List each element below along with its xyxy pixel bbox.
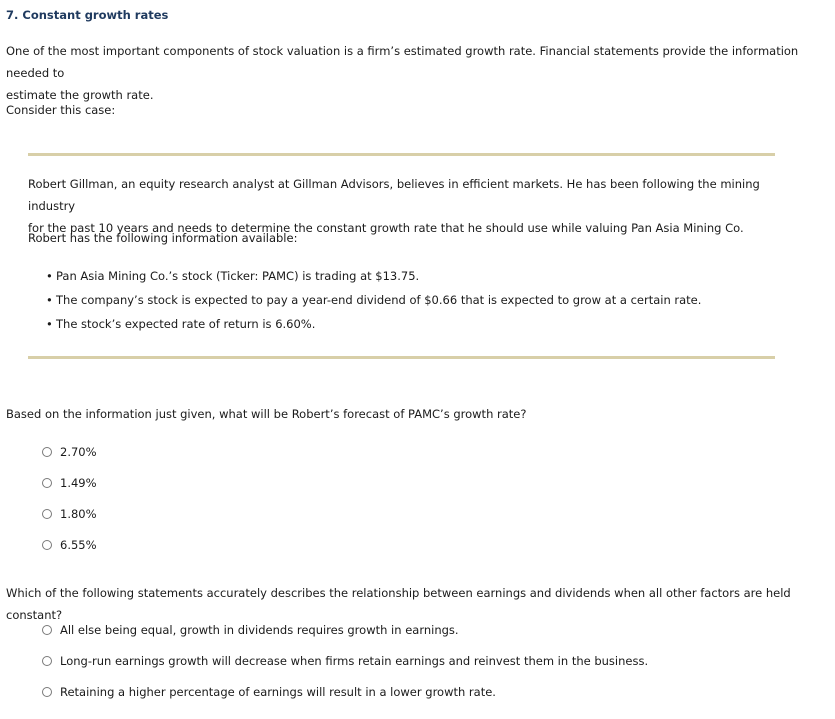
radio-button[interactable]: [42, 625, 52, 635]
option-label: 1.80%: [60, 507, 97, 521]
intro-line-2: estimate the growth rate.: [6, 88, 154, 102]
radio-button[interactable]: [42, 509, 52, 519]
option-label: All else being equal, growth in dividends requires growth in earnings.: [60, 623, 459, 637]
consider-label: Consider this case:: [6, 103, 116, 117]
option-label: 2.70%: [60, 445, 97, 459]
option-label: 6.55%: [60, 538, 97, 552]
q2-option-2[interactable]: [42, 654, 648, 668]
case-bottom-divider: [28, 356, 775, 359]
list-item: • The stock’s expected rate of return is 6.60%.: [46, 312, 701, 336]
radio-button[interactable]: [42, 447, 52, 457]
question-1-text: Based on the information just given, what will be Robert’s forecast of PAMC’s growth rate?: [6, 407, 527, 421]
case-top-divider: [28, 153, 775, 156]
q2-option-1[interactable]: [42, 623, 459, 637]
radio-button[interactable]: [42, 687, 52, 697]
list-item: • The company’s stock is expected to pay a year-end dividend of $0.66 that is expected to grow at a certain rate.: [46, 288, 701, 312]
case-info-intro: Robert has the following information available:: [28, 231, 298, 245]
option-label: Long-run earnings growth will decrease when firms retain earnings and reinvest them in the business.: [60, 654, 649, 668]
radio-button[interactable]: [42, 478, 52, 488]
intro-line-1: One of the most important components of stock valuation is a firm’s estimated growth rate. Financial statements provide the information needed to: [6, 44, 799, 80]
case-line-2: for the past 10 years and needs to determine the constant growth rate that he should use while valuing Pan Asia Mining Co.: [28, 221, 744, 235]
radio-button[interactable]: [42, 656, 52, 666]
q1-option-4[interactable]: [42, 538, 97, 552]
section-title: 7. Constant growth rates: [6, 8, 169, 22]
option-label: 1.49%: [60, 476, 97, 490]
option-label: Retaining a higher percentage of earnings will result in a lower growth rate.: [60, 685, 496, 699]
question-2-text: Which of the following statements accurately describes the relationship between earnings and dividends when all other factors are held constant?: [6, 586, 791, 622]
q2-option-3[interactable]: [42, 685, 496, 699]
q1-option-2[interactable]: [42, 476, 97, 490]
radio-button[interactable]: [42, 540, 52, 550]
q1-option-3[interactable]: [42, 507, 97, 521]
case-bullet-list: [46, 264, 701, 336]
list-item: • Pan Asia Mining Co.’s stock (Ticker: PAMC) is trading at $13.75.: [46, 264, 701, 288]
q1-option-1[interactable]: [42, 445, 97, 459]
case-line-1: Robert Gillman, an equity research analyst at Gillman Advisors, believes in efficient markets. He has been following the mining industry: [28, 177, 760, 213]
intro-paragraph: [6, 40, 821, 106]
